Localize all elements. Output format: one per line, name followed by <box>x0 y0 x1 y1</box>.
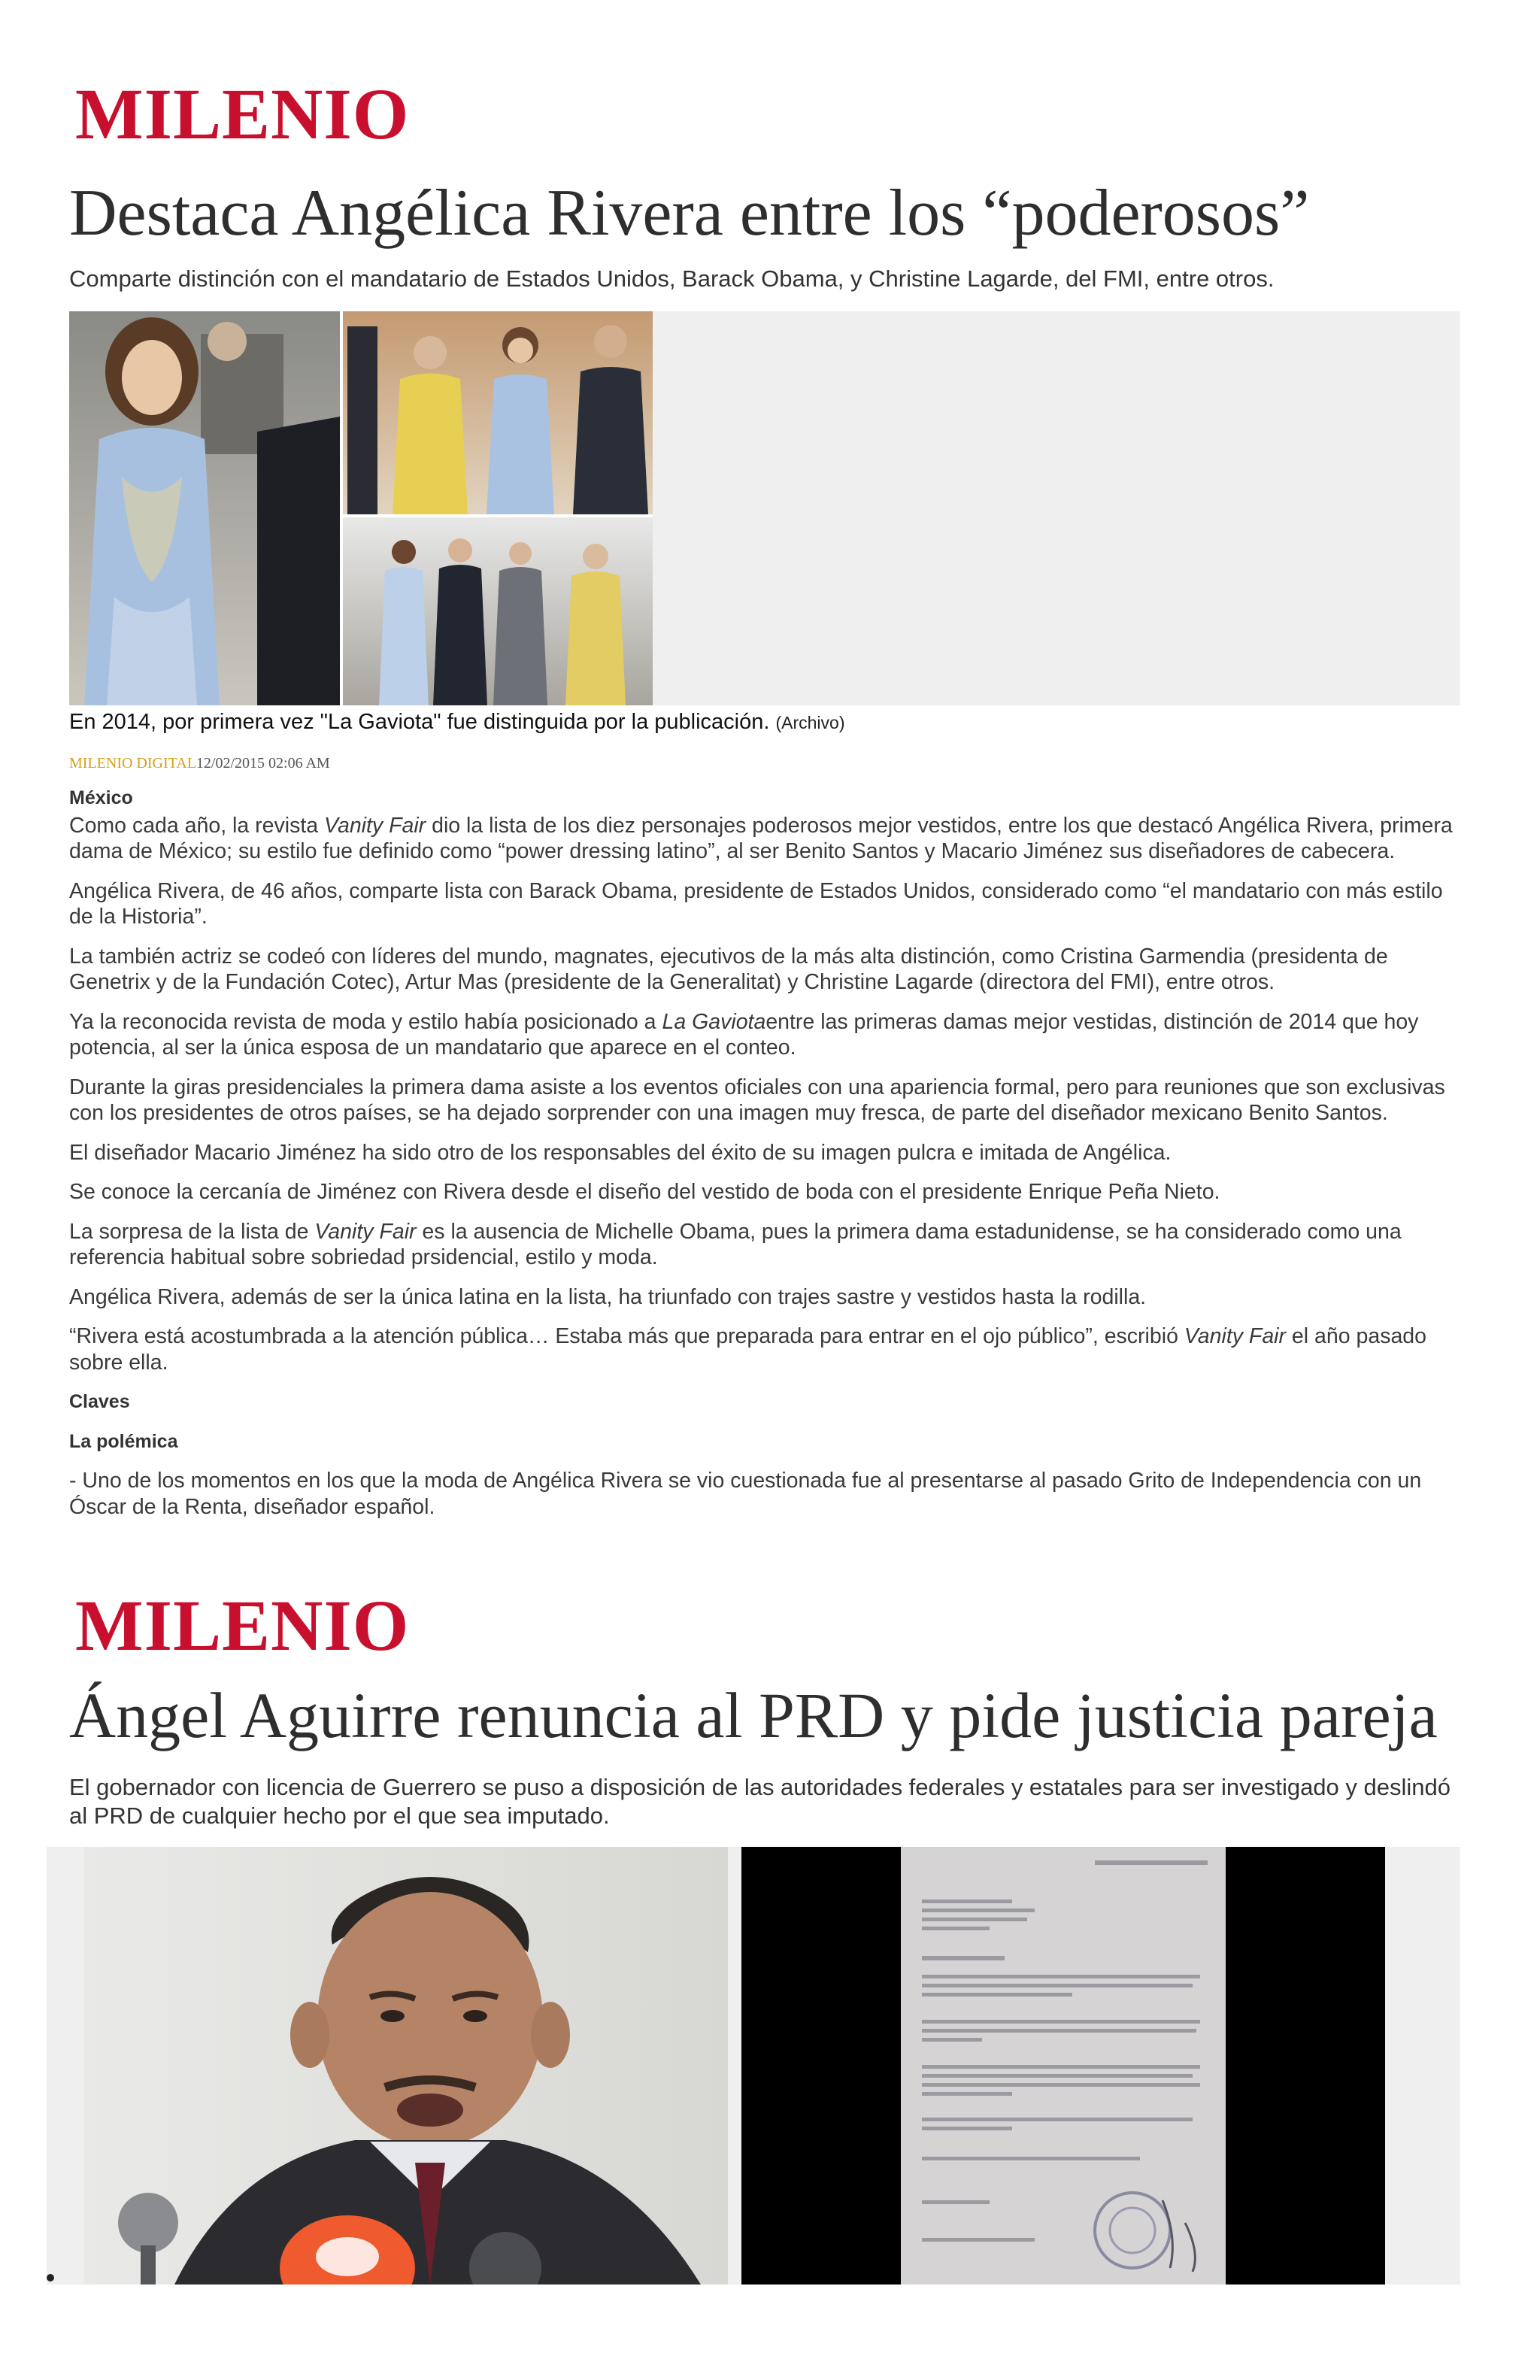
paragraph: Como cada año, la revista Vanity Fair dio la lista de los diez personajes poderosos mejor vestidos, entre los que destacó Angélica Rivera, primera dama de México; su estilo fue definido como “power dressing latino”, al ser Benito Santos y Macario Jiménez sus diseñadores de cabecera. <box>69 813 1453 863</box>
photo-caption <box>69 710 845 735</box>
byline-date: 12/02/2015 02:06 AM <box>196 755 330 772</box>
paragraph: Durante la giras presidenciales la primera dama asiste a los eventos oficiales con una apariencia formal, pero para reuniones que son exclusivas con los presidentes de otros países, se ha dejado sorprender con una imagen muy fresca, de parte del diseñador mexicano Benito Santos. <box>69 1075 1445 1125</box>
first-lady-photo-collage[interactable] <box>69 311 653 705</box>
article1-headline: Destaca Angélica Rivera entre los “poderosos” <box>69 177 1310 250</box>
resignation-letter-photo[interactable] <box>741 1847 1385 2284</box>
article2-dek: El gobernador con licencia de Guerrero se puso a disposición de las autoridades federales y estatales para ser investigado y deslindó al PRD de cualquier hecho por el que sea imputado. <box>69 1774 1451 1829</box>
list-bullet <box>47 2274 54 2281</box>
milenio-logo-2[interactable]: MILENIO <box>75 1585 410 1666</box>
aguirre-portrait-photo[interactable] <box>84 1847 728 2284</box>
article1-body <box>69 785 1468 1533</box>
paragraph: La también actriz se codeó con líderes del mundo, magnates, ejecutivos de la más alta distinción, como Cristina Garmendia (presidenta de Genetrix y de la Fundación Cotec), Artur Mas (presidente de la Generalitat) y Christine Lagarde (directora del FMI), entre otros. <box>69 944 1388 994</box>
byline-brand[interactable]: MILENIO DIGITAL <box>69 755 196 772</box>
paragraph: - Uno de los momentos en los que la moda de Angélica Rivera se vio cuestionada fue al presentarse al pasado Grito de Independencia con un Óscar de la Renta, diseñador español. <box>69 1469 1422 1519</box>
subhead-polemica: La polémica <box>69 1430 178 1452</box>
paragraph: “Rivera está acostumbrada a la atención pública… Estaba más que preparada para entrar en el ojo público”, escribió Vanity Fair el año pasado sobre ella. <box>69 1324 1426 1375</box>
paragraph: El diseñador Macario Jiménez ha sido otro de los responsables del éxito de su imagen pulcra e imitada de Angélica. <box>69 1140 1172 1165</box>
paragraph: Angélica Rivera, de 46 años, comparte lista con Barack Obama, presidente de Estados Unidos, considerado como “el mandatario con más estilo de la Historia”. <box>69 878 1443 929</box>
caption-text: En 2014, por primera vez "La Gaviota" fue distinguida por la publicación. <box>69 710 770 734</box>
milenio-logo[interactable]: MILENIO <box>75 74 410 154</box>
paragraph: La sorpresa de la lista de Vanity Fair es la ausencia de Michelle Obama, pues la primera dama estadunidense, se ha considerado como una referencia habitual sobre sobriedad prsidencial, estilo y moda. <box>69 1219 1402 1269</box>
paragraph: Se conoce la cercanía de Jiménez con Rivera desde el diseño del vestido de boda con el presidente Enrique Peña Nieto. <box>69 1180 1220 1204</box>
article2-headline: Ángel Aguirre renuncia al PRD y pide justicia pareja <box>69 1679 1438 1751</box>
byline <box>69 755 330 772</box>
caption-source: (Archivo) <box>775 713 845 732</box>
article1-dek: Comparte distinción con el mandatario de Estados Unidos, Barack Obama, y Christine Lagarde, del FMI, entre otros. <box>69 265 1275 292</box>
subhead-claves: Claves <box>69 1391 130 1412</box>
paragraph: Ya la reconocida revista de moda y estilo había posicionado a La Gaviotaentre las primeras damas mejor vestidas, distinción de 2014 que hoy potencia, al ser la única esposa de un mandatario que aparece en el conteo. <box>69 1009 1419 1060</box>
paragraph: Angélica Rivera, además de ser la única latina en la lista, ha triunfado con trajes sastre y vestidos hasta la rodilla. <box>69 1284 1147 1309</box>
location-label: México <box>69 787 133 808</box>
